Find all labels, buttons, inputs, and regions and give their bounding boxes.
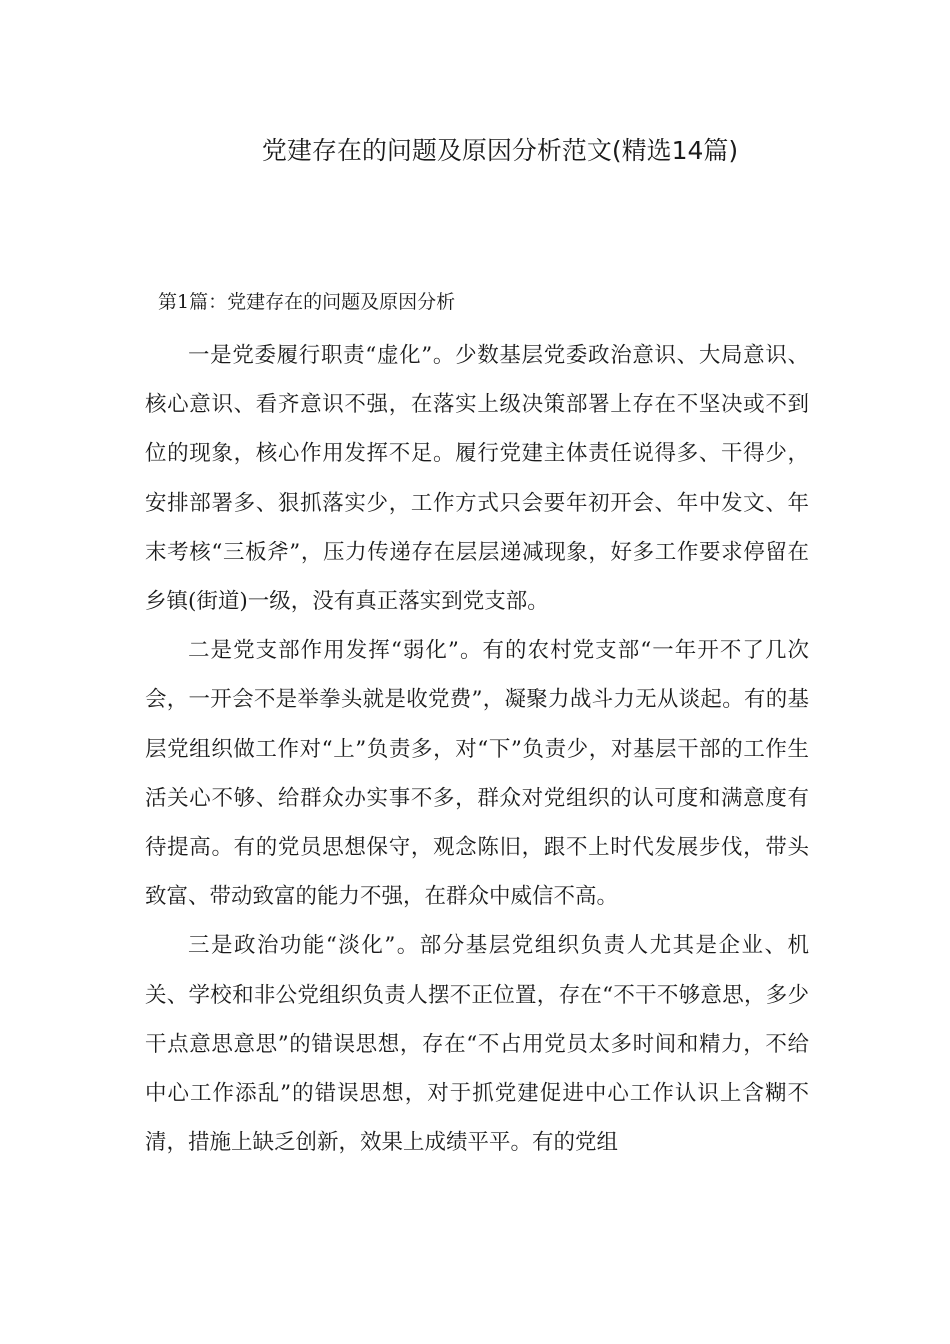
section-heading: 第1篇：党建存在的问题及原因分析 bbox=[158, 291, 456, 313]
paragraph-2: 二是党支部作用发挥“弱化”。有的农村党支部“一年开不了几次会，一开会不是举拳头就是收党费”，凝聚力战斗力无从谈起。有的基层党组织做工作对“上”负责多，对“下”负责少，对基层干部的工作生活关心不够、给群众办实事不多，群众对党组织的认可度和满意度有待提高。有的党员思想保守，观念陈旧，跟不上时代发展步伐，带头致富、带动致富的能力不强，在群众中威信不高。 bbox=[145, 638, 809, 910]
paragraph-1: 一是党委履行职责“虚化”。少数基层党委政治意识、大局意识、核心意识、看齐意识不强，在落实上级决策部署上存在不坚决或不到位的现象，核心作用发挥不足。履行党建主体责任说得多、干得少，安排部署多、狠抓落实少，工作方式只会要年初开会、年中发文、年末考核“三板斧”，压力传递存在层层递减现象，好多工作要求停留在乡镇(街道)一级，没有真正落实到党支部。 bbox=[145, 343, 809, 615]
document-title: 党建存在的问题及原因分析范文(精选14篇) bbox=[261, 136, 739, 165]
paragraph-3: 三是政治功能“淡化”。部分基层党组织负责人尤其是企业、机关、学校和非公党组织负责人摆不正位置，存在“不干不够意思，多少干点意思意思”的错误思想，存在“不占用党员太多时间和精力，不给中心工作添乱”的错误思想，对于抓党建促进中心工作认识上含糊不清，措施上缺乏创新，效果上成绩平平。有的党组 bbox=[145, 933, 809, 1156]
document-body bbox=[145, 331, 809, 1167]
